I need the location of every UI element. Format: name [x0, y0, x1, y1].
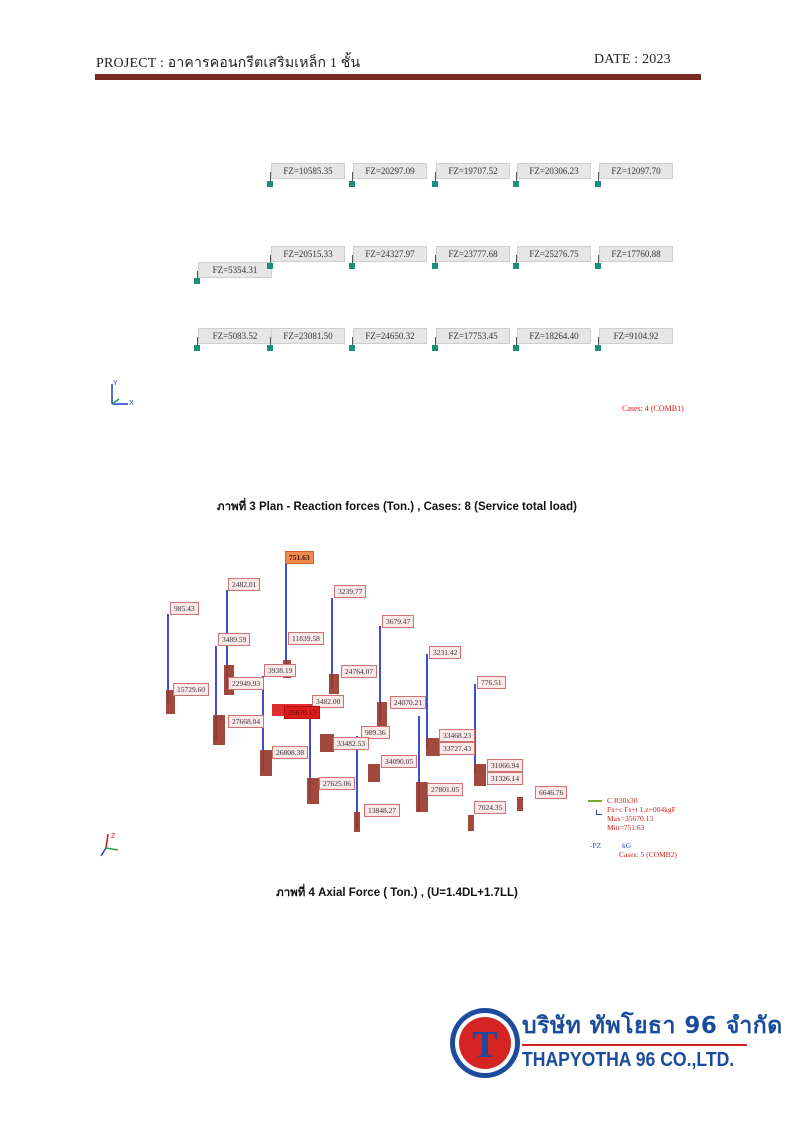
- column-line: [426, 654, 428, 749]
- support-node: [595, 181, 601, 187]
- axial-force-label: 24070.21: [390, 696, 426, 709]
- axial-force-label: 33482.53: [333, 737, 369, 750]
- column-force-shape: [517, 797, 523, 811]
- logo-divider: [522, 1044, 747, 1046]
- axial-force-label: 3938.19: [264, 664, 296, 677]
- support-node: [432, 345, 438, 351]
- support-node: [595, 263, 601, 269]
- column-force-shape: [260, 750, 272, 776]
- load-case-note: Cases: 5 (COMB2): [619, 850, 677, 859]
- legend-min: Min=751.63: [607, 823, 645, 832]
- axial-force-label: 989.36: [361, 726, 390, 739]
- axial-force-label: 7024.35: [474, 801, 506, 814]
- xyz-axis-triad-icon: [98, 830, 124, 858]
- reaction-label: FZ=9104.92: [599, 328, 673, 344]
- support-node: [267, 181, 273, 187]
- support-node: [432, 181, 438, 187]
- emblem-letter: T: [472, 1024, 498, 1066]
- axial-force-label: 22949.93: [228, 677, 264, 690]
- column-force-shape: [307, 778, 319, 804]
- load-case-note: Cases: 4 (COMB1): [622, 404, 684, 413]
- axial-force-label: 3231.42: [429, 646, 461, 659]
- axial-force-label: 33468.23: [439, 729, 475, 742]
- column-force-shape: [426, 738, 440, 756]
- reaction-label: FZ=25276.75: [517, 246, 591, 262]
- legend-bracket: [596, 810, 602, 815]
- company-emblem-icon: [448, 1006, 522, 1080]
- date-label: DATE :: [594, 52, 639, 67]
- axial-force-label: 24764.07: [341, 665, 377, 678]
- axial-force-label: 31066.94: [487, 759, 523, 772]
- project-heading: [96, 52, 360, 74]
- axial-force-label: 3489.59: [218, 633, 250, 646]
- legend-kg: kG: [622, 841, 632, 850]
- company-name-thai: บริษัท ทัพโยธา 96 จำกัด: [522, 1013, 783, 1039]
- column-force-shape: [468, 815, 474, 831]
- axis-y-label: Y: [113, 380, 118, 387]
- support-node: [349, 345, 355, 351]
- reaction-label: FZ=12097.70: [599, 163, 673, 179]
- axial-force-label: 2482.01: [228, 578, 260, 591]
- company-name-english: THAPYOTHA 96 CO.,LTD.: [522, 1049, 735, 1071]
- project-name: อาคารคอนกรีตเสริมเหล็ก 1 ชั้น: [167, 56, 361, 71]
- xy-axis-triad-icon: [104, 378, 138, 408]
- support-node: [349, 263, 355, 269]
- support-node: [267, 345, 273, 351]
- axial-force-label: 13848.27: [364, 804, 400, 817]
- figure-3-caption: ภาพที่ 3 Plan - Reaction forces (Ton.) , Cases: 8 (Service total load): [216, 501, 577, 513]
- reaction-label: FZ=23081.50: [271, 328, 345, 344]
- column-line: [285, 563, 287, 673]
- support-node: [513, 263, 519, 269]
- support-node: [432, 263, 438, 269]
- axial-force-label: 11839.58: [288, 632, 324, 645]
- support-node: [513, 181, 519, 187]
- column-force-shape: [213, 715, 225, 745]
- axial-force-label: 33727.43: [439, 742, 475, 755]
- reaction-label: FZ=17753.45: [436, 328, 510, 344]
- axial-force-label: 3679.47: [382, 615, 414, 628]
- axial-force-label: 27801.05: [427, 783, 463, 796]
- reaction-label: FZ=20297.09: [353, 163, 427, 179]
- legend-swatch: [588, 800, 602, 802]
- reaction-label: FZ=5354.31: [198, 262, 272, 278]
- legend-max: Max=35670.13: [607, 814, 654, 823]
- column-force-shape: [354, 812, 360, 832]
- axis-x-label: X: [129, 400, 134, 407]
- header-divider: [95, 74, 701, 80]
- column-force-shape: [368, 764, 380, 782]
- column-force-shape: [329, 674, 339, 694]
- support-node: [595, 345, 601, 351]
- axial-force-label: 3239.77: [334, 585, 366, 598]
- reaction-label: FZ=18264.40: [517, 328, 591, 344]
- reaction-label: FZ=20306.23: [517, 163, 591, 179]
- date-value: 2023: [642, 52, 671, 67]
- axial-force-label: 27625.06: [319, 777, 355, 790]
- date-heading: [594, 52, 671, 68]
- reaction-label: FZ=5083.52: [198, 328, 272, 344]
- column-force-shape: [474, 764, 486, 786]
- company-logo: [438, 1000, 783, 1086]
- reaction-label: FZ=24650.32: [353, 328, 427, 344]
- axis-z-label: Z: [111, 833, 116, 840]
- column-force-shape: [320, 734, 334, 752]
- axial-force-label: 27668.04: [228, 715, 264, 728]
- project-label: PROJECT :: [96, 56, 165, 71]
- axial-force-label: 776.51: [477, 676, 506, 689]
- reaction-label: FZ=19707.52: [436, 163, 510, 179]
- axial-force-label: 31326.14: [487, 772, 523, 785]
- axial-force-label: 26808.38: [272, 746, 308, 759]
- figure-4-caption: ภาพที่ 4 Axial Force ( Ton.) , (U=1.4DL+1.7LL): [276, 887, 518, 899]
- support-node: [194, 278, 200, 284]
- reaction-label: FZ=20515.33: [271, 246, 345, 262]
- axial-force-label-min: 751.63: [285, 551, 314, 564]
- column-force-shape: [377, 702, 387, 728]
- axial-force-label: 985.43: [170, 602, 199, 615]
- support-node: [349, 181, 355, 187]
- reaction-label: FZ=17760.88: [599, 246, 673, 262]
- axial-force-label: 6646.76: [535, 786, 567, 799]
- reaction-label: FZ=10585.35: [271, 163, 345, 179]
- support-node: [194, 345, 200, 351]
- axial-force-label: 34090.05: [381, 755, 417, 768]
- legend-units: Fx+c Fs+t 1.z+004kgF: [607, 805, 676, 814]
- support-node: [513, 345, 519, 351]
- axial-force-label-max: 35670.13: [284, 706, 320, 719]
- legend-pz: -PZ: [590, 841, 602, 850]
- reaction-label: FZ=24327.97: [353, 246, 427, 262]
- reaction-label: FZ=23777.68: [436, 246, 510, 262]
- axial-force-label: 3482.00: [312, 695, 344, 708]
- axial-force-label: 15729.60: [173, 683, 209, 696]
- support-node: [267, 263, 273, 269]
- legend-section: C R30x30: [607, 796, 638, 805]
